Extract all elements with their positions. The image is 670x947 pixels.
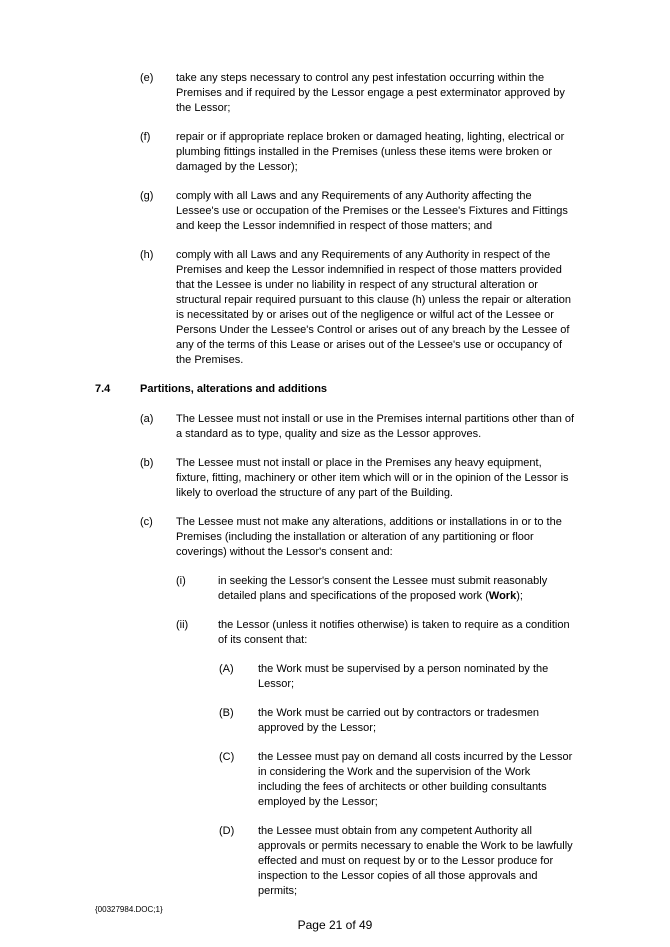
clause-marker: (C)	[219, 751, 235, 763]
clause-marker: (B)	[219, 707, 234, 719]
clause-text-before: in seeking the Lessor's consent the Lessee must submit reasonably detailed plans and specifications of the proposed work (	[218, 575, 548, 602]
subsubclause-C	[219, 750, 576, 810]
clause-marker: (c)	[140, 516, 153, 528]
clause-marker: (h)	[140, 249, 154, 261]
clause-text	[218, 574, 576, 604]
clause-marker: (A)	[219, 663, 234, 675]
clause-f	[140, 130, 576, 175]
clause-text: repair or if appropriate replace broken or damaged heating, lighting, electrical or plumbing fittings installed in the Premises (unless these items were broken or damaged by the Lessor);	[176, 131, 565, 173]
clause-marker: (f)	[140, 131, 151, 143]
clause-a	[140, 412, 576, 442]
clause-text: the Lessee must pay on demand all costs incurred by the Lessor in considering the Work and the supervision of the Work including the fees of architects or other building consultants employed by the Lessor;	[258, 751, 573, 808]
clause-marker: (i)	[176, 575, 186, 587]
clause-text: comply with all Laws and any Requirements of any Authority affecting the Lessee's use or occupation of the Premises or the Lessee's Fixtures and Fittings and keep the Lessor indemnified in respect of those matters; and	[176, 190, 568, 232]
footer-doc-id: {00327984.DOC;1}	[95, 905, 163, 914]
subclause-i	[176, 574, 576, 604]
clause-b	[140, 456, 576, 501]
section-number: 7.4	[95, 383, 111, 395]
clause-h	[140, 248, 576, 368]
subsubclause-D	[219, 824, 576, 899]
section-title: Partitions, alterations and additions	[140, 383, 328, 395]
clause-c	[140, 515, 576, 560]
clause-text: The Lessee must not install or place in the Premises any heavy equipment, fixture, fitting, machinery or other item which will or in the opinion of the Lessor is likely to overload the structure of any part of the Building.	[176, 457, 569, 499]
page-number: Page 21 of 49	[297, 918, 373, 932]
clause-marker: (b)	[140, 457, 154, 469]
clause-marker: (g)	[140, 190, 154, 202]
clause-g	[140, 189, 576, 234]
clause-text: the Lessee must obtain from any competent Authority all approvals or permits necessary to enable the Work to be lawfully effected and must on request by or to the Lessor produce for inspection to the Lessor copies of all those approvals and permits;	[258, 825, 573, 897]
clause-marker: (ii)	[176, 619, 189, 631]
clause-text-after: );	[516, 590, 523, 602]
clause-text: the Lessor (unless it notifies otherwise) is taken to require as a condition of its consent that:	[218, 619, 570, 646]
clause-text: The Lessee must not make any alterations, additions or installations in or to the Premises (including the installation or alteration of any partitioning or floor coverings) without the Lessor's consent and:	[176, 516, 562, 558]
clause-e	[140, 71, 576, 116]
clause-marker: (D)	[219, 825, 235, 837]
clause-marker: (e)	[140, 72, 154, 84]
clause-text: take any steps necessary to control any pest infestation occurring within the Premises and if required by the Lessor engage a pest exterminator approved by the Lessor;	[176, 72, 565, 114]
clause-text: the Work must be carried out by contractors or tradesmen approved by the Lessor;	[258, 707, 540, 734]
clause-marker: (a)	[140, 413, 154, 425]
subclause-ii	[176, 618, 576, 648]
defined-term-work: Work	[488, 590, 517, 602]
clause-text: The Lessee must not install or use in the Premises internal partitions other than of a standard as to type, quality and size as the Lessor approves.	[176, 413, 575, 440]
subsubclause-B	[219, 706, 576, 736]
section-heading-7-4	[95, 382, 576, 397]
subsubclause-A	[219, 662, 576, 692]
clause-text: comply with all Laws and any Requirements of any Authority in respect of the Premises and keep the Lessor indemnified in respect of those matters provided that the Lessee is under no liability in respect of any structural alteration or structural repair required pursuant to this clause (h) unless the repair or alteration is necessitated by or arises out of the negligence or wilful act of the Lessee or Persons Under the Lessee's Control or arises out of any breach by the Lessee of any of the terms of this Lease or arises out of the Lessee's use or occupancy of the Premises.	[176, 249, 571, 366]
clause-text: the Work must be supervised by a person nominated by the Lessor;	[258, 663, 549, 690]
